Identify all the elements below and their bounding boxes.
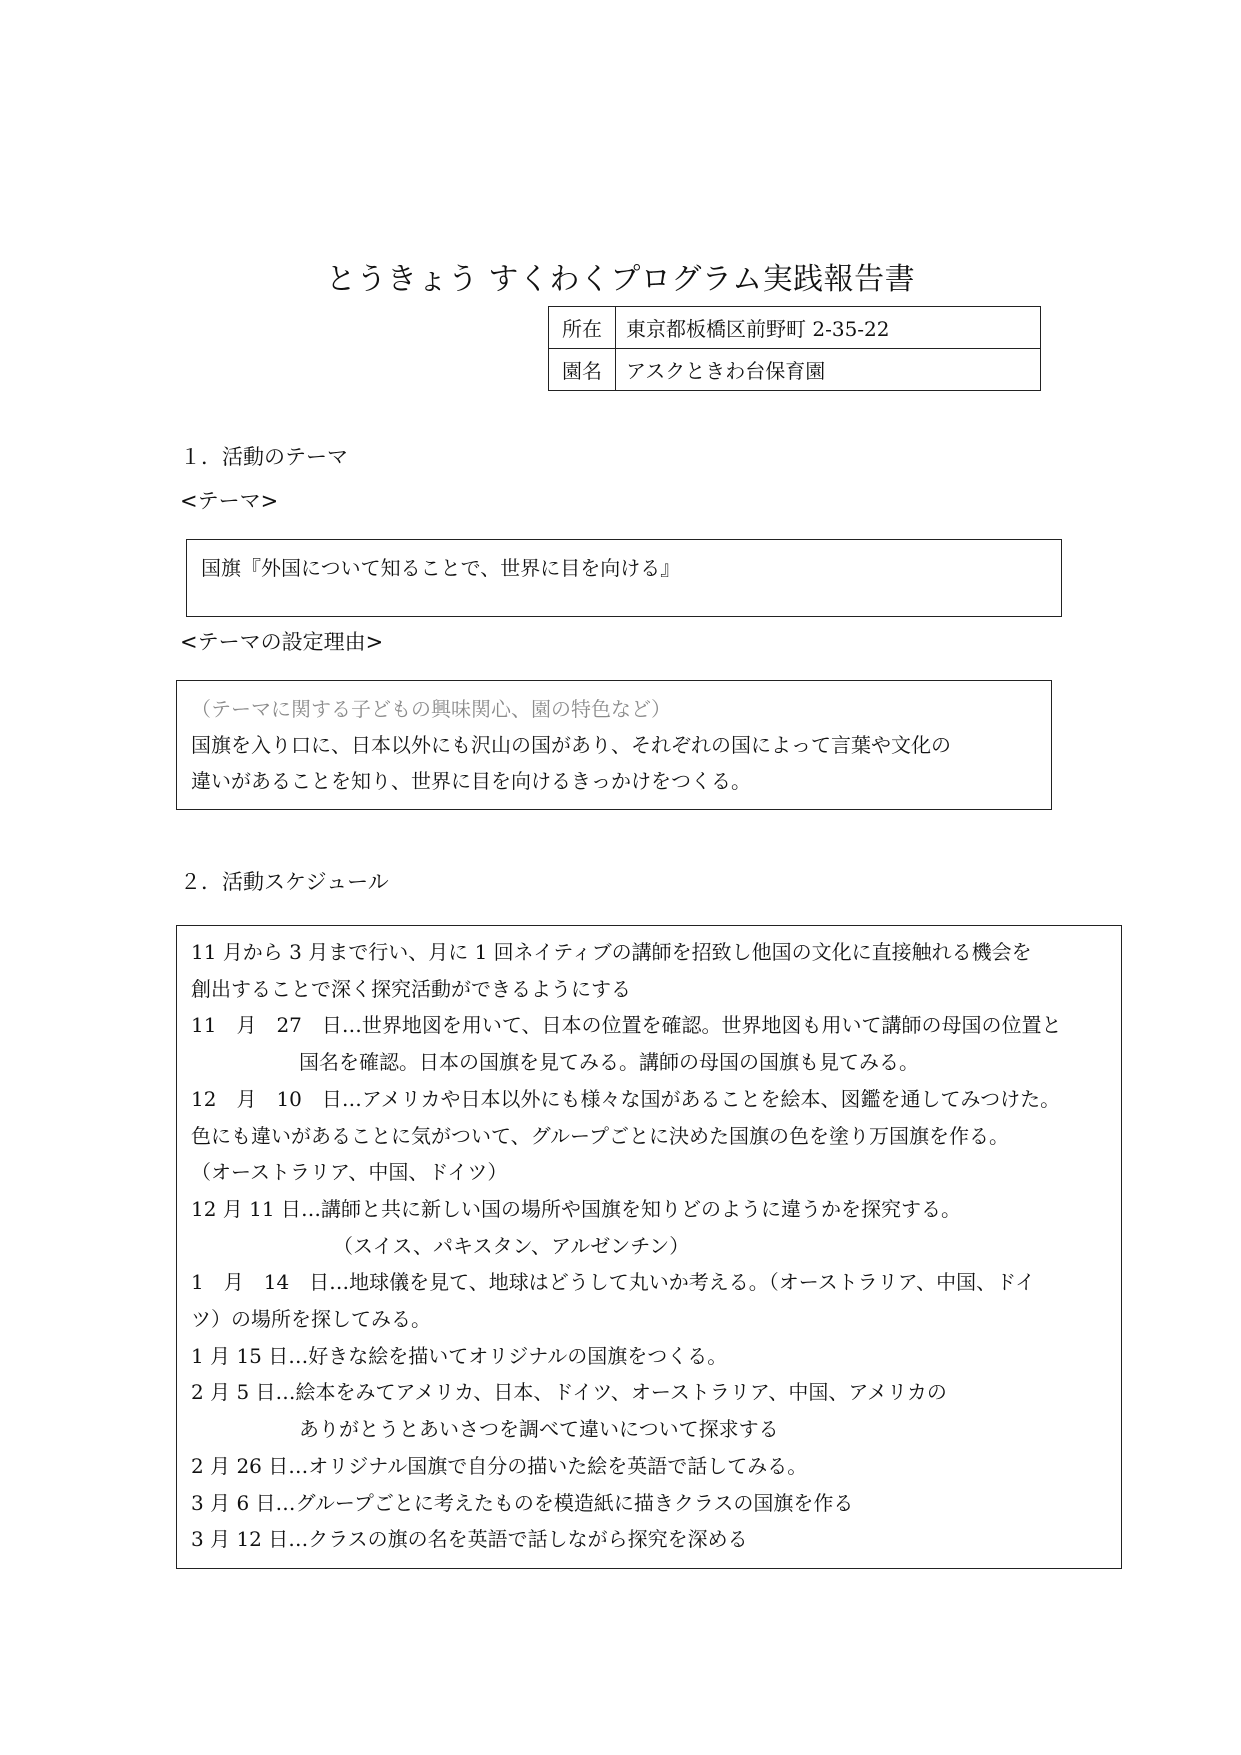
schedule-box xyxy=(176,925,1122,1569)
schedule-line: 3 月 12 日…クラスの旗の名を英語で話しながら探究を深める xyxy=(191,1527,748,1552)
reason-line: 国旗を入り口に、日本以外にも沢山の国があり、それぞれの国によって言葉や文化の xyxy=(191,733,951,757)
section1-heading: １．活動のテーマ xyxy=(180,445,348,469)
reason-hint: （テーマに関する子どもの興味関心、園の特色など） xyxy=(191,697,671,721)
schedule-line: （スイス、パキスタン、アルゼンチン） xyxy=(333,1233,690,1258)
schedule-line: 3 月 6 日…グループごとに考えたものを模造紙に描きクラスの国旗を作る xyxy=(191,1490,854,1515)
schedule-line: 2 月 26 日…オリジナル国旗で自分の描いた絵を英語で話してみる。 xyxy=(191,1453,808,1478)
section2-heading: ２．活動スケジュール xyxy=(180,870,389,894)
schedule-line: 国名を確認。日本の国旗を見てみる。講師の母国の国旗も見てみる。 xyxy=(299,1050,919,1075)
name-row xyxy=(549,349,1041,391)
schedule-line: ありがとうとあいさつを調べて違いについて探求する xyxy=(299,1417,779,1442)
schedule-line: 11 月から 3 月まで行い、月に 1 回ネイティブの講師を招致し他国の文化に直接触れる機会を xyxy=(191,940,1032,964)
name-value: アスクときわ台保育園 xyxy=(616,349,1041,391)
schedule-line: 11 月 27 日…世界地図を用いて、日本の位置を確認。世界地図も用いて講師の母国の位置と xyxy=(191,1013,1062,1038)
schedule-line: ツ）の場所を探してみる。 xyxy=(191,1307,431,1332)
theme-text: 国旗『外国について知ることで、世界に目を向ける』 xyxy=(201,556,681,580)
schedule-line: 12 月 11 日…講師と共に新しい国の場所や国旗を知りどのように違うかを探究する。 xyxy=(191,1196,961,1221)
reason-line: 違いがあることを知り、世界に目を向けるきっかけをつくる。 xyxy=(191,769,751,793)
schedule-line: 2 月 5 日…絵本をみてアメリカ、日本、ドイツ、オーストラリア、中国、アメリカの xyxy=(191,1380,947,1405)
location-row xyxy=(549,307,1041,349)
theme-box xyxy=(186,539,1062,617)
schedule-line: 12 月 10 日…アメリカや日本以外にも様々な国があることを絵本、図鑑を通してみつけた。 xyxy=(191,1086,1061,1111)
theme-label: <テーマ> xyxy=(180,489,279,513)
location-value: 東京都板橋区前野町 2-35-22 xyxy=(616,307,1041,349)
reason-label: <テーマの設定理由> xyxy=(180,630,384,654)
reason-box xyxy=(176,680,1052,810)
schedule-line: 創出することで深く探究活動ができるようにする xyxy=(191,976,631,1001)
schedule-line: 1 月 14 日…地球儀を見て、地球はどうして丸いか考える。（オーストラリア、中国、ドイ xyxy=(191,1270,1036,1295)
page-title: とうきょう すくわくプログラム実践報告書 xyxy=(325,262,916,297)
schedule-line: 1 月 15 日…好きな絵を描いてオリジナルの国旗をつくる。 xyxy=(191,1343,728,1368)
facility-info-table xyxy=(548,306,1041,391)
name-label: 園名 xyxy=(549,349,616,391)
schedule-line: 色にも違いがあることに気がついて、グループごとに決めた国旗の色を塗り万国旗を作る。 xyxy=(191,1123,1009,1148)
location-label: 所在 xyxy=(549,307,616,349)
schedule-line: （オーストラリア、中国、ドイツ） xyxy=(191,1160,508,1185)
